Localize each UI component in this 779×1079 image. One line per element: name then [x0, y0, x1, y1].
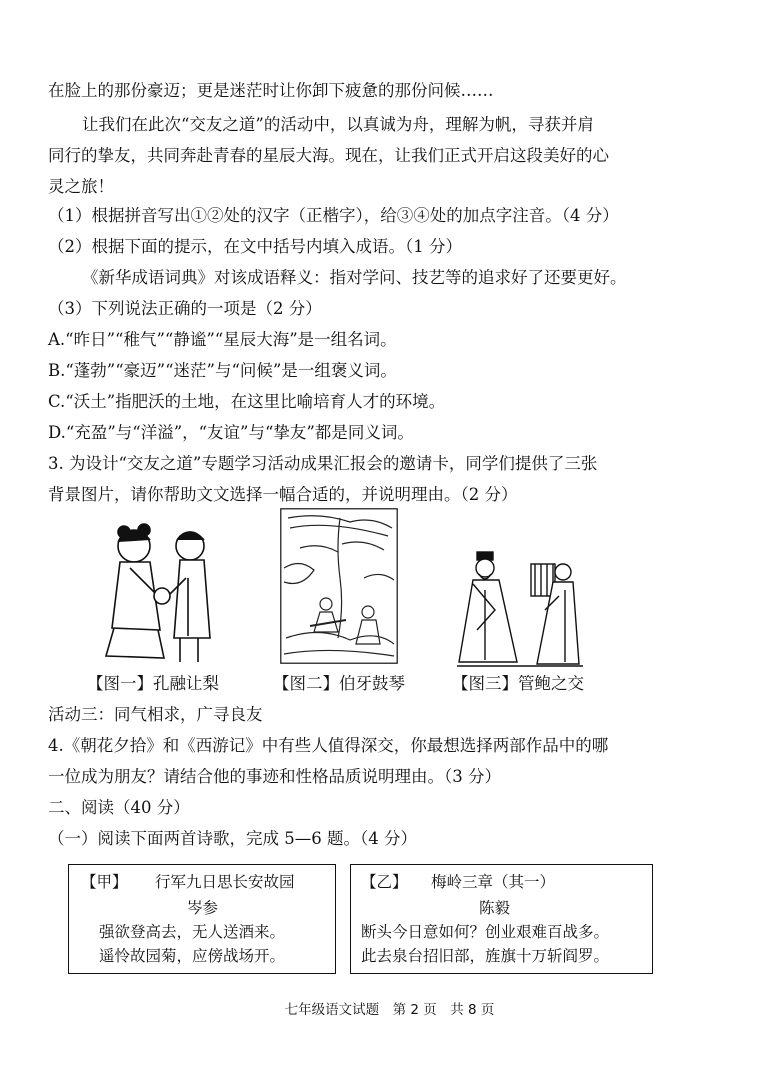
guqin-under-pine-illustration: [280, 508, 398, 664]
poem-a-author: 岑参: [187, 899, 219, 917]
two-children-pear-illustration: [100, 518, 225, 666]
question-1: （1）根据拼音写出①②处的汉字（正楷字），给③④处的加点字注音。（4 分）: [48, 206, 619, 225]
paragraph-line-1: 在脸上的那份豪迈；更是迷茫时让你卸下疲惫的那份问候……: [48, 81, 494, 100]
figure-1-caption: 【图一】孔融让梨: [87, 674, 219, 693]
question-3-main-line-2: 背景图片，请你帮助文文选择一幅合适的，并说明理由。（2 分）: [48, 485, 518, 504]
option-b: B.“蓬勃”“豪迈”“迷茫”与“问候”是一组褒义词。: [48, 361, 397, 380]
question-3-main-line-1: 3. 为设计“交友之道”专题学习活动成果汇报会的邀请卡，同学们提供了三张: [48, 454, 598, 473]
poem-a-box: [68, 864, 336, 974]
question-3: （3）下列说法正确的一项是（2 分）: [48, 299, 322, 318]
option-a: A.“昨日”“稚气”“静谧”“星辰大海”是一组名词。: [48, 330, 397, 349]
poem-b-line-2: 此去泉台招旧部，旌旗十万斩阎罗。: [361, 947, 610, 965]
question-2: （2）根据下面的提示，在文中括号内填入成语。（1 分）: [48, 237, 462, 256]
paragraph-line-3: 同行的挚友，共同奔赴青春的星辰大海。现在，让我们正式开启这段美好的心: [48, 146, 609, 165]
poem-a-tag: 【甲】: [81, 873, 128, 891]
figure-2-caption: 【图二】伯牙鼓琴: [273, 674, 405, 693]
question-2-hint: 《新华成语词典》对该成语释义：指对学问、技艺等的追求好了还要更好。: [82, 268, 627, 287]
poem-a-line-1: 强欲登高去，无人送酒来。: [99, 923, 286, 941]
activity-3-heading: 活动三：同气相求，广寻良友: [48, 705, 263, 724]
option-d: D.“充盈”与“洋溢”，“友谊”与“挚友”都是同义词。: [48, 423, 414, 442]
page-footer: 七年级语文试题 第 2 页 共 8 页: [284, 1002, 495, 1018]
poem-b-title: 梅岭三章（其一）: [431, 873, 556, 891]
poem-a-line-2: 遥怜故园菊，应傍战场开。: [99, 947, 286, 965]
section-2-heading: 二、阅读（40 分）: [48, 798, 190, 817]
question-4-line-1: 4.《朝花夕拾》和《西游记》中有些人值得深交，你最想选择两部作品中的哪: [48, 736, 609, 755]
option-c: C.“沃土”指肥沃的土地，在这里比喻培育人才的环境。: [48, 392, 446, 411]
poem-b-author: 陈毅: [479, 899, 511, 917]
paragraph-line-2: 让我们在此次“交友之道”的活动中，以真诚为舟，理解为帆，寻获并肩: [82, 115, 594, 134]
poem-b-box: [350, 864, 653, 974]
poem-b-tag: 【乙】: [361, 873, 408, 891]
poem-b-line-1: 断头今日意如何？创业艰难百战多。: [361, 923, 610, 941]
two-scholars-illustration: [455, 550, 585, 668]
part-1-instruction: （一）阅读下面两首诗歌，完成 5—6 题。（4 分）: [48, 829, 417, 848]
poem-a-title: 行军九日思长安故园: [155, 873, 295, 891]
question-4-line-2: 一位成为朋友？请结合他的事迹和性格品质说明理由。（3 分）: [48, 767, 501, 786]
paragraph-line-4: 灵之旅！: [48, 177, 114, 196]
figure-3-caption: 【图三】管鲍之交: [452, 674, 584, 693]
